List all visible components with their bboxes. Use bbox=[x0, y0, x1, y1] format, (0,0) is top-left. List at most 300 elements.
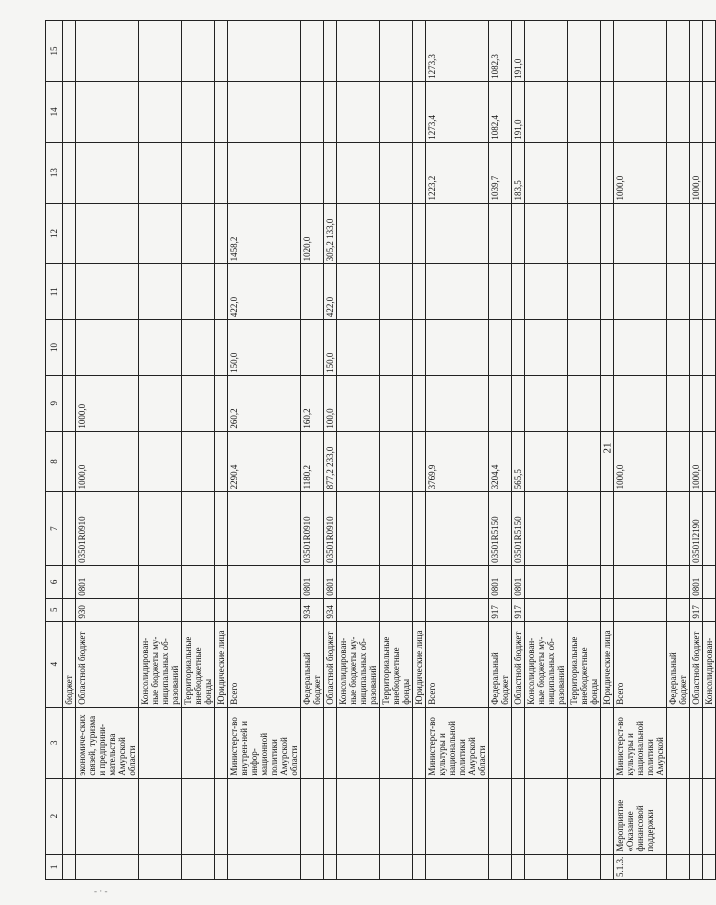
table-cell bbox=[324, 21, 337, 82]
table-cell bbox=[380, 142, 413, 203]
table-cell bbox=[380, 598, 413, 621]
table-cell bbox=[413, 565, 426, 598]
table-cell: Консолидирован-ные бюджеты му-ниципальных об-разований bbox=[525, 621, 568, 707]
table-cell bbox=[525, 21, 568, 82]
table-cell bbox=[228, 492, 301, 565]
table-cell bbox=[568, 565, 601, 598]
table-cell bbox=[426, 598, 489, 621]
table-cell bbox=[380, 81, 413, 142]
table-cell bbox=[413, 203, 426, 264]
table-cell bbox=[337, 778, 380, 854]
table-cell bbox=[182, 21, 215, 82]
table-cell bbox=[182, 598, 215, 621]
table-cell bbox=[525, 203, 568, 264]
table-cell bbox=[512, 854, 525, 879]
table-cell: Министерст-во культуры и национальной политики Амурской области bbox=[426, 707, 489, 778]
table-cell bbox=[512, 375, 525, 431]
table-cell bbox=[525, 431, 568, 492]
table-cell bbox=[489, 320, 512, 376]
table-cell: 0801 bbox=[512, 565, 525, 598]
table-cell bbox=[614, 565, 667, 598]
table-cell bbox=[182, 854, 215, 879]
table-cell bbox=[182, 142, 215, 203]
table-cell bbox=[667, 565, 690, 598]
table-cell: 930 bbox=[76, 598, 139, 621]
table-cell bbox=[182, 778, 215, 854]
table-cell: Юридические лица bbox=[601, 621, 614, 707]
table-cell: 565,5 bbox=[512, 431, 525, 492]
column-header-11: 11 bbox=[46, 264, 63, 320]
table-cell bbox=[512, 778, 525, 854]
table-cell bbox=[413, 264, 426, 320]
table-cell bbox=[525, 854, 568, 879]
table-cell: Всего bbox=[228, 621, 301, 707]
table-cell bbox=[489, 707, 512, 778]
table-cell: 1082,3 bbox=[489, 21, 512, 82]
table-cell bbox=[601, 320, 614, 376]
table-cell: 2290,4 bbox=[228, 431, 301, 492]
table-cell bbox=[601, 707, 614, 778]
column-header-7: 7 bbox=[46, 492, 63, 565]
table-cell: Всего bbox=[614, 621, 667, 707]
table-cell: 1273,4 bbox=[426, 81, 489, 142]
table-cell bbox=[614, 375, 667, 431]
table-cell bbox=[139, 565, 182, 598]
table-cell bbox=[703, 854, 716, 879]
table-cell bbox=[703, 375, 716, 431]
table-cell bbox=[426, 492, 489, 565]
table-cell bbox=[525, 778, 568, 854]
table-cell bbox=[525, 707, 568, 778]
table-cell bbox=[703, 320, 716, 376]
table-cell bbox=[215, 854, 228, 879]
table-row bbox=[301, 21, 324, 880]
table-cell bbox=[63, 492, 76, 565]
table-row bbox=[489, 21, 512, 880]
table-cell bbox=[703, 81, 716, 142]
table-cell bbox=[182, 492, 215, 565]
table-cell bbox=[525, 81, 568, 142]
table-cell bbox=[215, 264, 228, 320]
table-cell: 3204,4 bbox=[489, 431, 512, 492]
table-cell: Федеральный бюджет bbox=[301, 621, 324, 707]
table-cell: 0801 bbox=[76, 565, 139, 598]
table-cell: Федеральный бюджет bbox=[489, 621, 512, 707]
table-cell bbox=[525, 264, 568, 320]
table-cell bbox=[703, 21, 716, 82]
table-cell bbox=[667, 81, 690, 142]
table-row bbox=[512, 21, 525, 880]
table-cell bbox=[667, 854, 690, 879]
table-cell bbox=[512, 264, 525, 320]
table-cell: 1039,7 bbox=[489, 142, 512, 203]
table-cell bbox=[489, 854, 512, 879]
table-cell: Консолидирован- bbox=[703, 621, 716, 707]
table-cell bbox=[380, 320, 413, 376]
table-cell bbox=[337, 375, 380, 431]
table-cell bbox=[489, 264, 512, 320]
column-header-10: 10 bbox=[46, 320, 63, 376]
table-cell bbox=[139, 375, 182, 431]
table-cell bbox=[568, 21, 601, 82]
table-cell bbox=[301, 81, 324, 142]
table-cell bbox=[215, 81, 228, 142]
table-row bbox=[413, 21, 426, 880]
table-cell bbox=[63, 375, 76, 431]
table-cell: 0801 bbox=[489, 565, 512, 598]
table-cell bbox=[63, 598, 76, 621]
table-row bbox=[667, 21, 690, 880]
table-cell bbox=[703, 598, 716, 621]
table-cell bbox=[337, 492, 380, 565]
table-row bbox=[614, 21, 667, 880]
table-row bbox=[63, 21, 76, 880]
table-cell bbox=[601, 375, 614, 431]
column-header-8: 8 bbox=[46, 431, 63, 492]
table-cell bbox=[426, 264, 489, 320]
table-cell: 422,0 bbox=[228, 264, 301, 320]
table-cell bbox=[413, 81, 426, 142]
table-cell bbox=[215, 778, 228, 854]
table-cell bbox=[76, 778, 139, 854]
table-cell: Областной бюджет bbox=[76, 621, 139, 707]
column-header-6: 6 bbox=[46, 565, 63, 598]
table-cell bbox=[512, 203, 525, 264]
table-cell bbox=[601, 854, 614, 879]
table-row bbox=[426, 21, 489, 880]
table-cell bbox=[703, 565, 716, 598]
table-cell bbox=[667, 431, 690, 492]
table-cell: 1000,0 bbox=[690, 431, 703, 492]
table-cell bbox=[667, 203, 690, 264]
table-cell: 1000,0 bbox=[690, 142, 703, 203]
table-cell bbox=[301, 320, 324, 376]
table-cell bbox=[601, 21, 614, 82]
table-cell bbox=[489, 375, 512, 431]
table-cell bbox=[337, 431, 380, 492]
table-cell bbox=[667, 707, 690, 778]
table-cell bbox=[703, 264, 716, 320]
table-cell bbox=[413, 707, 426, 778]
table-cell bbox=[614, 320, 667, 376]
table-cell bbox=[667, 598, 690, 621]
table-cell: Территориальные внебюджетные фонды bbox=[568, 621, 601, 707]
table-cell bbox=[426, 778, 489, 854]
table-cell: 03501I2190 bbox=[690, 492, 703, 565]
table-cell: Областной бюджет bbox=[324, 621, 337, 707]
scan-mark: - · - bbox=[94, 886, 108, 896]
table-cell: Министерст-во внутрен-ней и инфор-мационной политики Амурской области bbox=[228, 707, 301, 778]
table-cell bbox=[568, 854, 601, 879]
table-cell: 191,0 bbox=[512, 21, 525, 82]
table-cell bbox=[301, 21, 324, 82]
table-cell bbox=[525, 142, 568, 203]
table-cell: 150,0 bbox=[228, 320, 301, 376]
table-cell: Федеральный бюджет bbox=[667, 621, 690, 707]
table-cell: 191,0 bbox=[512, 81, 525, 142]
table-cell bbox=[337, 854, 380, 879]
table-cell: 917 bbox=[489, 598, 512, 621]
table-cell bbox=[182, 565, 215, 598]
table-row bbox=[337, 21, 380, 880]
table-cell bbox=[667, 264, 690, 320]
table-cell: 934 bbox=[324, 598, 337, 621]
table-cell bbox=[139, 854, 182, 879]
table-cell bbox=[413, 21, 426, 82]
table-cell: 1082,4 bbox=[489, 81, 512, 142]
table-cell: 1000,0 bbox=[76, 431, 139, 492]
table-cell bbox=[76, 264, 139, 320]
table-cell bbox=[489, 778, 512, 854]
table-cell bbox=[568, 492, 601, 565]
column-header-9: 9 bbox=[46, 375, 63, 431]
table-cell bbox=[601, 778, 614, 854]
table-cell: экономиче-ских связей, туризма и предприни-мательства Амурской области bbox=[76, 707, 139, 778]
column-header-15: 15 bbox=[46, 21, 63, 82]
table-cell bbox=[215, 21, 228, 82]
table-cell bbox=[512, 707, 525, 778]
table-cell bbox=[667, 320, 690, 376]
table-cell bbox=[380, 203, 413, 264]
table-cell bbox=[568, 778, 601, 854]
table-cell: 150,0 bbox=[324, 320, 337, 376]
table-cell bbox=[301, 707, 324, 778]
table-cell bbox=[182, 375, 215, 431]
column-header-12: 12 bbox=[46, 203, 63, 264]
table-cell bbox=[690, 264, 703, 320]
table-cell bbox=[337, 21, 380, 82]
table-cell bbox=[380, 707, 413, 778]
table-cell bbox=[525, 492, 568, 565]
table-row bbox=[525, 21, 568, 880]
table-cell: 1180,2 bbox=[301, 431, 324, 492]
column-header-3: 3 bbox=[46, 707, 63, 778]
table-cell bbox=[380, 492, 413, 565]
table-cell bbox=[337, 81, 380, 142]
table-cell bbox=[63, 707, 76, 778]
table-row bbox=[568, 21, 601, 880]
table-cell: 877,2 233,0 bbox=[324, 431, 337, 492]
table-cell bbox=[324, 707, 337, 778]
table-cell bbox=[426, 854, 489, 879]
table-cell bbox=[215, 492, 228, 565]
table-cell bbox=[489, 203, 512, 264]
table-cell bbox=[525, 598, 568, 621]
table-cell bbox=[324, 854, 337, 879]
table-cell bbox=[228, 21, 301, 82]
table-cell bbox=[380, 565, 413, 598]
column-header-14: 14 bbox=[46, 81, 63, 142]
table-cell bbox=[139, 203, 182, 264]
table-cell bbox=[215, 375, 228, 431]
table-cell bbox=[63, 142, 76, 203]
column-header-13: 13 bbox=[46, 142, 63, 203]
table-cell: 03501R5150 bbox=[489, 492, 512, 565]
table-cell bbox=[703, 492, 716, 565]
table-cell bbox=[380, 264, 413, 320]
table-cell bbox=[568, 142, 601, 203]
table-cell bbox=[426, 203, 489, 264]
table-cell bbox=[337, 707, 380, 778]
table-cell: Территориальные внебюджетные фонды bbox=[182, 621, 215, 707]
table-cell bbox=[63, 203, 76, 264]
table-cell bbox=[215, 598, 228, 621]
table-cell bbox=[337, 203, 380, 264]
table-cell bbox=[139, 492, 182, 565]
table-cell bbox=[182, 431, 215, 492]
table-cell bbox=[667, 492, 690, 565]
table-row bbox=[601, 21, 614, 880]
table-cell bbox=[690, 707, 703, 778]
table-cell bbox=[63, 81, 76, 142]
table-cell bbox=[337, 598, 380, 621]
table-cell bbox=[601, 81, 614, 142]
table-cell bbox=[568, 264, 601, 320]
table-row bbox=[182, 21, 215, 880]
table-cell bbox=[413, 375, 426, 431]
table-cell bbox=[139, 778, 182, 854]
table-cell bbox=[63, 778, 76, 854]
table-cell: 305,2 133,0 bbox=[324, 203, 337, 264]
table-cell: 917 bbox=[690, 598, 703, 621]
table-cell: 422,0 bbox=[324, 264, 337, 320]
table-cell bbox=[380, 21, 413, 82]
table-cell bbox=[413, 492, 426, 565]
column-header-5: 5 bbox=[46, 598, 63, 621]
table-cell: 1458,2 bbox=[228, 203, 301, 264]
table-cell bbox=[690, 203, 703, 264]
table-cell bbox=[568, 431, 601, 492]
table-cell bbox=[301, 264, 324, 320]
table-cell: Консолидирован-ные бюджеты му-ниципальных об-разований bbox=[139, 621, 182, 707]
table-cell: Министерст-во культуры и национальной политики Амурской bbox=[614, 707, 667, 778]
table-row bbox=[228, 21, 301, 880]
table-row bbox=[703, 21, 716, 880]
table-cell bbox=[703, 707, 716, 778]
table-cell bbox=[63, 431, 76, 492]
budget-table-container bbox=[45, 20, 714, 880]
table-cell: 100,0 bbox=[324, 375, 337, 431]
table-cell bbox=[601, 203, 614, 264]
table-cell bbox=[337, 142, 380, 203]
table-cell: 183,5 bbox=[512, 142, 525, 203]
table-cell bbox=[568, 320, 601, 376]
table-cell bbox=[568, 598, 601, 621]
table-cell bbox=[413, 320, 426, 376]
table-cell: 260,2 bbox=[228, 375, 301, 431]
table-cell bbox=[525, 565, 568, 598]
table-row bbox=[690, 21, 703, 880]
table-cell bbox=[324, 81, 337, 142]
table-cell bbox=[614, 21, 667, 82]
table-cell bbox=[601, 598, 614, 621]
table-cell bbox=[690, 320, 703, 376]
table-cell bbox=[228, 142, 301, 203]
table-cell: Мероприятие «Оказание финансовой поддержки bbox=[614, 778, 667, 854]
table-cell bbox=[426, 375, 489, 431]
table-cell: 1223,2 bbox=[426, 142, 489, 203]
table-cell bbox=[703, 778, 716, 854]
table-cell bbox=[413, 778, 426, 854]
table-cell bbox=[380, 375, 413, 431]
table-cell: Всего bbox=[426, 621, 489, 707]
table-cell bbox=[703, 142, 716, 203]
table-cell bbox=[601, 565, 614, 598]
table-row bbox=[380, 21, 413, 880]
table-cell bbox=[301, 854, 324, 879]
column-header-1: 1 bbox=[46, 854, 63, 879]
table-cell bbox=[690, 81, 703, 142]
table-cell: 1000,0 bbox=[614, 431, 667, 492]
table-cell bbox=[301, 142, 324, 203]
table-cell bbox=[182, 264, 215, 320]
table-cell: 03501R5150 bbox=[512, 492, 525, 565]
table-cell bbox=[525, 320, 568, 376]
table-cell bbox=[76, 203, 139, 264]
table-cell bbox=[215, 565, 228, 598]
table-cell bbox=[667, 142, 690, 203]
table-row bbox=[139, 21, 182, 880]
table-cell: 03501R0910 bbox=[76, 492, 139, 565]
table-cell bbox=[525, 375, 568, 431]
table-cell: 1020,0 bbox=[301, 203, 324, 264]
table-cell bbox=[63, 21, 76, 82]
table-cell bbox=[614, 203, 667, 264]
table-cell bbox=[380, 431, 413, 492]
table-cell: 03501R0910 bbox=[301, 492, 324, 565]
table-cell bbox=[228, 778, 301, 854]
table-cell bbox=[139, 320, 182, 376]
table-cell bbox=[601, 431, 614, 492]
table-cell bbox=[337, 264, 380, 320]
table-cell bbox=[380, 854, 413, 879]
table-cell bbox=[703, 431, 716, 492]
table-cell bbox=[76, 142, 139, 203]
column-header-4: 4 bbox=[46, 621, 63, 707]
table-row bbox=[324, 21, 337, 880]
column-header-2: 2 bbox=[46, 778, 63, 854]
table-cell bbox=[614, 264, 667, 320]
table-cell: Территориальные внебюджетные фонды bbox=[380, 621, 413, 707]
page-number: 21 bbox=[601, 442, 614, 454]
table-cell bbox=[601, 492, 614, 565]
table-cell bbox=[182, 707, 215, 778]
table-cell bbox=[690, 21, 703, 82]
table-cell bbox=[568, 707, 601, 778]
table-cell bbox=[690, 854, 703, 879]
table-cell bbox=[426, 320, 489, 376]
table-cell: 03501R0910 bbox=[324, 492, 337, 565]
table-cell bbox=[215, 707, 228, 778]
table-cell: 917 bbox=[512, 598, 525, 621]
table-cell bbox=[76, 21, 139, 82]
table-cell bbox=[568, 81, 601, 142]
table-cell: 934 bbox=[301, 598, 324, 621]
table-cell bbox=[426, 565, 489, 598]
table-cell bbox=[182, 203, 215, 264]
table-cell bbox=[413, 598, 426, 621]
table-cell: 3769,9 bbox=[426, 431, 489, 492]
table-cell bbox=[63, 320, 76, 376]
table-cell: 1000,0 bbox=[614, 142, 667, 203]
table-cell: 0801 bbox=[324, 565, 337, 598]
table-cell bbox=[667, 375, 690, 431]
table-cell bbox=[228, 854, 301, 879]
table-cell: Юридические лица bbox=[215, 621, 228, 707]
table-cell: 5.1.3. bbox=[614, 854, 667, 879]
table-cell bbox=[139, 21, 182, 82]
table-cell bbox=[614, 492, 667, 565]
